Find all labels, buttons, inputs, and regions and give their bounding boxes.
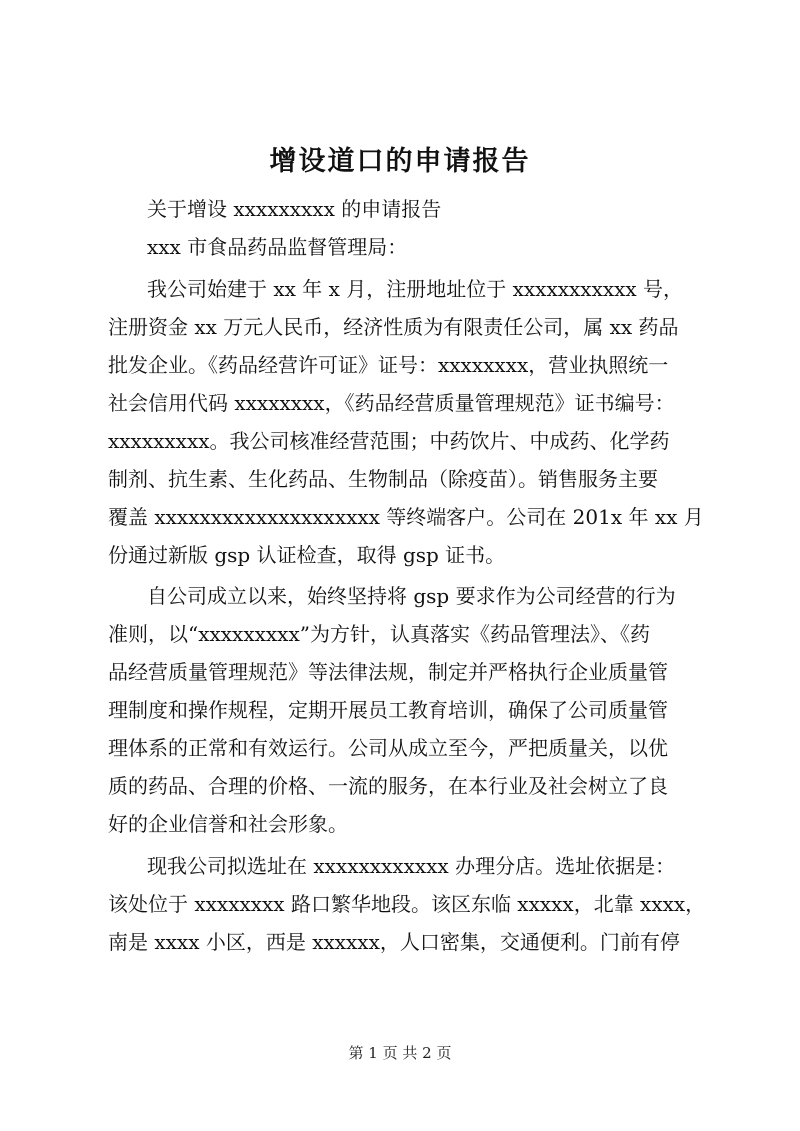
paragraph-1-line: 制剂、抗生素、生化药品、生物制品（除疫苗）。销售服务主要 bbox=[108, 467, 658, 491]
paragraph-1-line: 我公司始建于 xx 年 x 月，注册地址位于 xxxxxxxxxxx 号， bbox=[147, 277, 684, 301]
paragraph-3-line: 该处位于 xxxxxxxx 路口繁华地段。该区东临 xxxxx，北靠 xxxx， bbox=[108, 892, 706, 916]
salutation-line: xxx 市食品药品监督管理局： bbox=[147, 235, 408, 259]
paragraph-1-line: 批发企业。《药品经营许可证》证号：xxxxxxxx，营业执照统一 bbox=[108, 353, 669, 377]
document-title: 增设道口的申请报告 bbox=[269, 146, 531, 177]
paragraph-2-line: 品经营质量管理规范》等法律法规，制定并严格执行企业质量管 bbox=[108, 660, 668, 684]
paragraph-2-line: 质的药品、合理的价格、一流的服务，在本行业及社会树立了良 bbox=[108, 774, 668, 798]
paragraph-2-line: 好的企业信誉和社会形象。 bbox=[108, 812, 348, 836]
paragraph-2-line: 理制度和操作规程，定期开展员工教育培训，确保了公司质量管 bbox=[108, 698, 668, 722]
paragraph-2-line: 自公司成立以来，始终坚持将 gsp 要求作为公司经营的行为 bbox=[147, 584, 676, 608]
paragraph-1-line: 份通过新版 gsp 认证检查，取得 gsp 证书。 bbox=[108, 543, 506, 567]
paragraph-1-line: 注册资金 xx 万元人民币，经济性质为有限责任公司，属 xx 药品 bbox=[108, 315, 679, 339]
paragraph-1-line: xxxxxxxxx。我公司核准经营范围；中药饮片、中成药、化学药 bbox=[108, 429, 670, 453]
subtitle-line: 关于增设 xxxxxxxxx 的申请报告 bbox=[147, 197, 442, 221]
paragraph-1-line: 社会信用代码 xxxxxxxx，《药品经营质量管理规范》证书编号： bbox=[108, 391, 675, 415]
paragraph-2-line: 准则，以“xxxxxxxxx”为方针，认真落实《药品管理法》、《药 bbox=[108, 622, 650, 646]
paragraph-3-line: 南是 xxxx 小区，西是 xxxxxx，人口密集，交通便利。门前有停 bbox=[108, 930, 680, 954]
paragraph-1-line: 覆盖 xxxxxxxxxxxxxxxxxxxx 等终端客户。公司在 201x 年 xx 月 bbox=[108, 505, 704, 529]
paragraph-3-line: 现我公司拟选址在 xxxxxxxxxxxx 办理分店。选址依据是： bbox=[147, 854, 676, 878]
paragraph-2-line: 理体系的正常和有效运行。公司从成立至今，严把质量关，以优 bbox=[108, 736, 668, 760]
page-number: 第 1 页 共 2 页 bbox=[348, 1044, 452, 1062]
